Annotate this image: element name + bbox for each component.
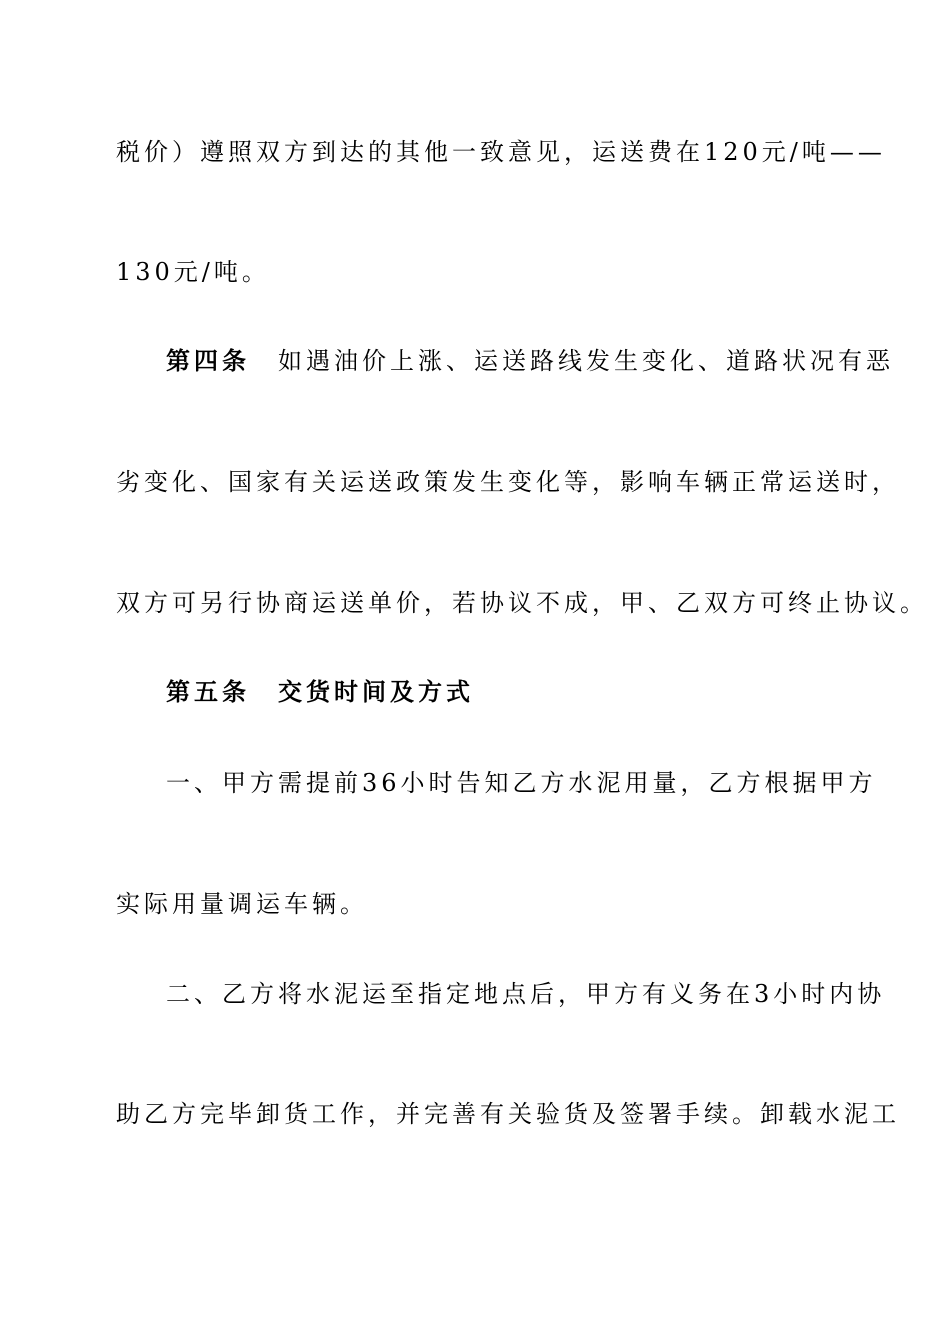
paragraph-line: 劣变化、国家有关运送政策发生变化等，影响车辆正常运送时， xyxy=(116,468,900,496)
paragraph-line: 助乙方完毕卸货工作，并完善有关验货及签署手续。卸载水泥工 xyxy=(116,1100,900,1128)
paragraph-line: 双方可另行协商运送单价，若协议不成，甲、乙双方可终止协议。 xyxy=(116,589,928,617)
paragraph-line: 税价）遵照双方到达的其他一致意见，运送费在120元/吨—— xyxy=(116,138,886,166)
article-5-heading-line xyxy=(166,676,836,708)
article-4-heading: 第四条 xyxy=(166,346,250,375)
item-2-first-line: 二、乙方将水泥运至指定地点后，甲方有义务在3小时内协 xyxy=(166,980,886,1008)
paragraph-line: 实际用量调运车辆。 xyxy=(116,890,368,918)
paragraph-line: 130元/吨。 xyxy=(116,258,270,286)
article-5-heading: 第五条 xyxy=(166,677,250,706)
article-4-first-line xyxy=(166,345,894,377)
article-4-text: 如遇油价上涨、运送路线发生变化、道路状况有恶 xyxy=(278,347,894,375)
article-5-title: 交货时间及方式 xyxy=(278,677,474,706)
item-1-first-line: 一、甲方需提前36小时告知乙方水泥用量，乙方根据甲方 xyxy=(166,769,877,797)
